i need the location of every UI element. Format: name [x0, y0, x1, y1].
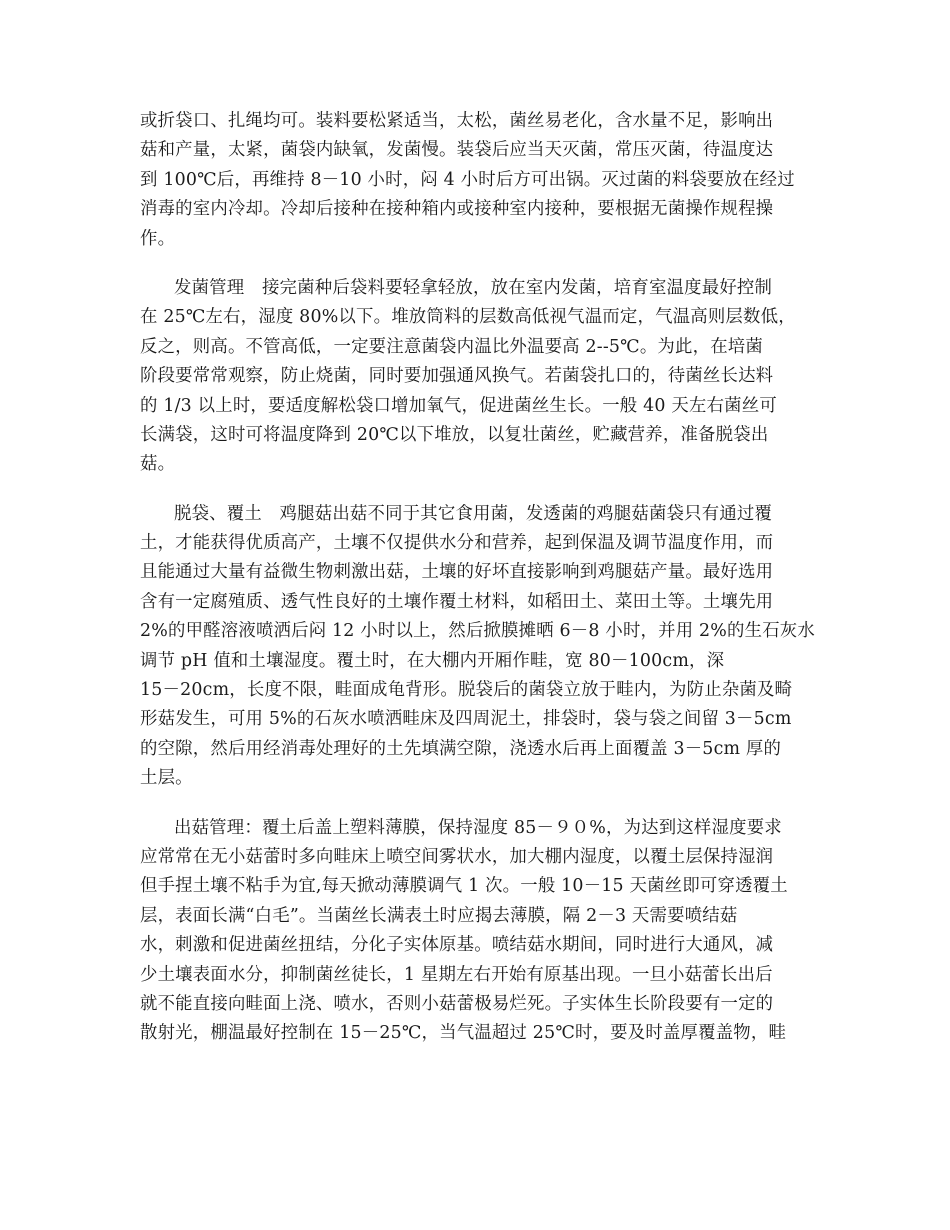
text-line: 含有一定腐殖质、透气性良好的土壤作覆土材料，如稻田土、菜田土等。土壤先用 [140, 591, 774, 612]
document-body [140, 107, 815, 1069]
text-line: 到 100℃后，再维持 8－10 小时，闷 4 小时后方可出锅。灭过菌的料袋要放在经过 [140, 169, 795, 190]
text-line: 反之，则高。不管高低，一定要注意菌袋内温比外温要高 2--5℃。为此，在培菌 [140, 336, 763, 357]
text-line: 出菇管理：覆土后盖上塑料薄膜，保持湿度 85－９０%，为达到这样湿度要求 [174, 817, 782, 838]
paragraph-casing-soil [140, 500, 815, 794]
text-line: 就不能直接向畦面上浇、喷水，否则小菇蕾极易烂死。子实体生长阶段要有一定的 [140, 993, 774, 1014]
text-line: 应常常在无小菇蕾时多向畦床上喷空间雾状水，加大棚内湿度，以覆土层保持湿润 [140, 846, 774, 867]
text-line: 在 25℃左右，湿度 80%以下。堆放筒料的层数高低视气温而定，气温高则层数低， [140, 307, 796, 328]
text-line: 少土壤表面水分，抑制菌丝徒长，1 星期左右开始有原基出现。一旦小菇蕾长出后 [140, 964, 773, 985]
text-line: 作。 [140, 228, 176, 249]
text-line: 或折袋口、扎绳均可。装料要松紧适当，太松，菌丝易老化，含水量不足，影响出 [140, 111, 774, 131]
text-line: 土，才能获得优质高产，土壤不仅提供水分和营养，起到保温及调节温度作用，而 [140, 533, 774, 554]
text-line: 菇。 [140, 454, 176, 475]
text-line: 的 1/3 以上时，要适度解松袋口增加氧气，促进菌丝生长。一般 40 天左右菌丝可 [140, 395, 777, 416]
text-line: 阶段要常常观察，防止烧菌，同时要加强通风换气。若菌袋扎口的，待菌丝长达料 [140, 366, 774, 387]
text-line: 但手捏土壤不粘手为宜,每天掀动薄膜调气 1 次。一般 10－15 天菌丝即可穿透覆土 [140, 876, 788, 897]
paragraph-fruiting-management [140, 814, 812, 1049]
text-line: 2%的甲醛溶液喷洒后闷 12 小时以上，然后掀膜摊晒 6－8 小时，并用 2%的生石灰水 [140, 621, 815, 642]
text-line: 散射光，棚温最好控制在 15－25℃，当气温超过 25℃时，要及时盖厚覆盖物，畦 [140, 1023, 787, 1044]
text-line: 调节 pH 值和土壤湿度。覆土时，在大棚内开厢作畦，宽 80－100cm，深 [140, 650, 725, 671]
text-line: 菇和产量，太紧，菌袋内缺氧，发菌慢。装袋后应当天灭菌，常压灭菌，待温度达 [140, 140, 774, 161]
text-line: 消毒的室内冷却。冷却后接种在接种箱内或接种室内接种，要根据无菌操作规程操 [140, 199, 774, 220]
text-line: 水，刺激和促进菌丝扭结，分化子实体原基。喷结菇水期间，同时进行大通风，减 [140, 935, 774, 956]
paragraph-bagging-sterilization [140, 107, 812, 254]
text-line: 且能通过大量有益微生物刺激出菇，土壤的好坏直接影响到鸡腿菇产量。最好选用 [140, 562, 774, 583]
text-line: 土层。 [140, 768, 193, 789]
text-line: 脱袋、覆土 鸡腿菇出菇不同于其它食用菌，发透菌的鸡腿菇菌袋只有通过覆 [174, 503, 773, 524]
text-line: 的空隙，然后用经消毒处理好的土先填满空隙，浇透水后再上面覆盖 3－5cm 厚的 [140, 738, 782, 759]
text-line: 长满袋，这时可将温度降到 20℃以下堆放，以复壮菌丝，贮藏营养，准备脱袋出 [140, 424, 769, 445]
paragraph-spawn-running [140, 274, 812, 480]
text-line: 发菌管理 接完菌种后袋料要轻拿轻放，放在室内发菌，培育室温度最好控制 [174, 277, 773, 298]
text-line: 15－20cm，长度不限，畦面成龟背形。脱袋后的菌袋立放于畦内，为防止杂菌及畸 [140, 680, 793, 701]
text-line: 层，表面长满“白毛”。当菌丝长满表土时应揭去薄膜，隔 2－3 天需要喷结菇 [140, 905, 738, 926]
text-line: 形菇发生，可用 5%的石灰水喷洒畦床及四周泥土，排袋时，袋与袋之间留 3－5cm [140, 709, 792, 730]
